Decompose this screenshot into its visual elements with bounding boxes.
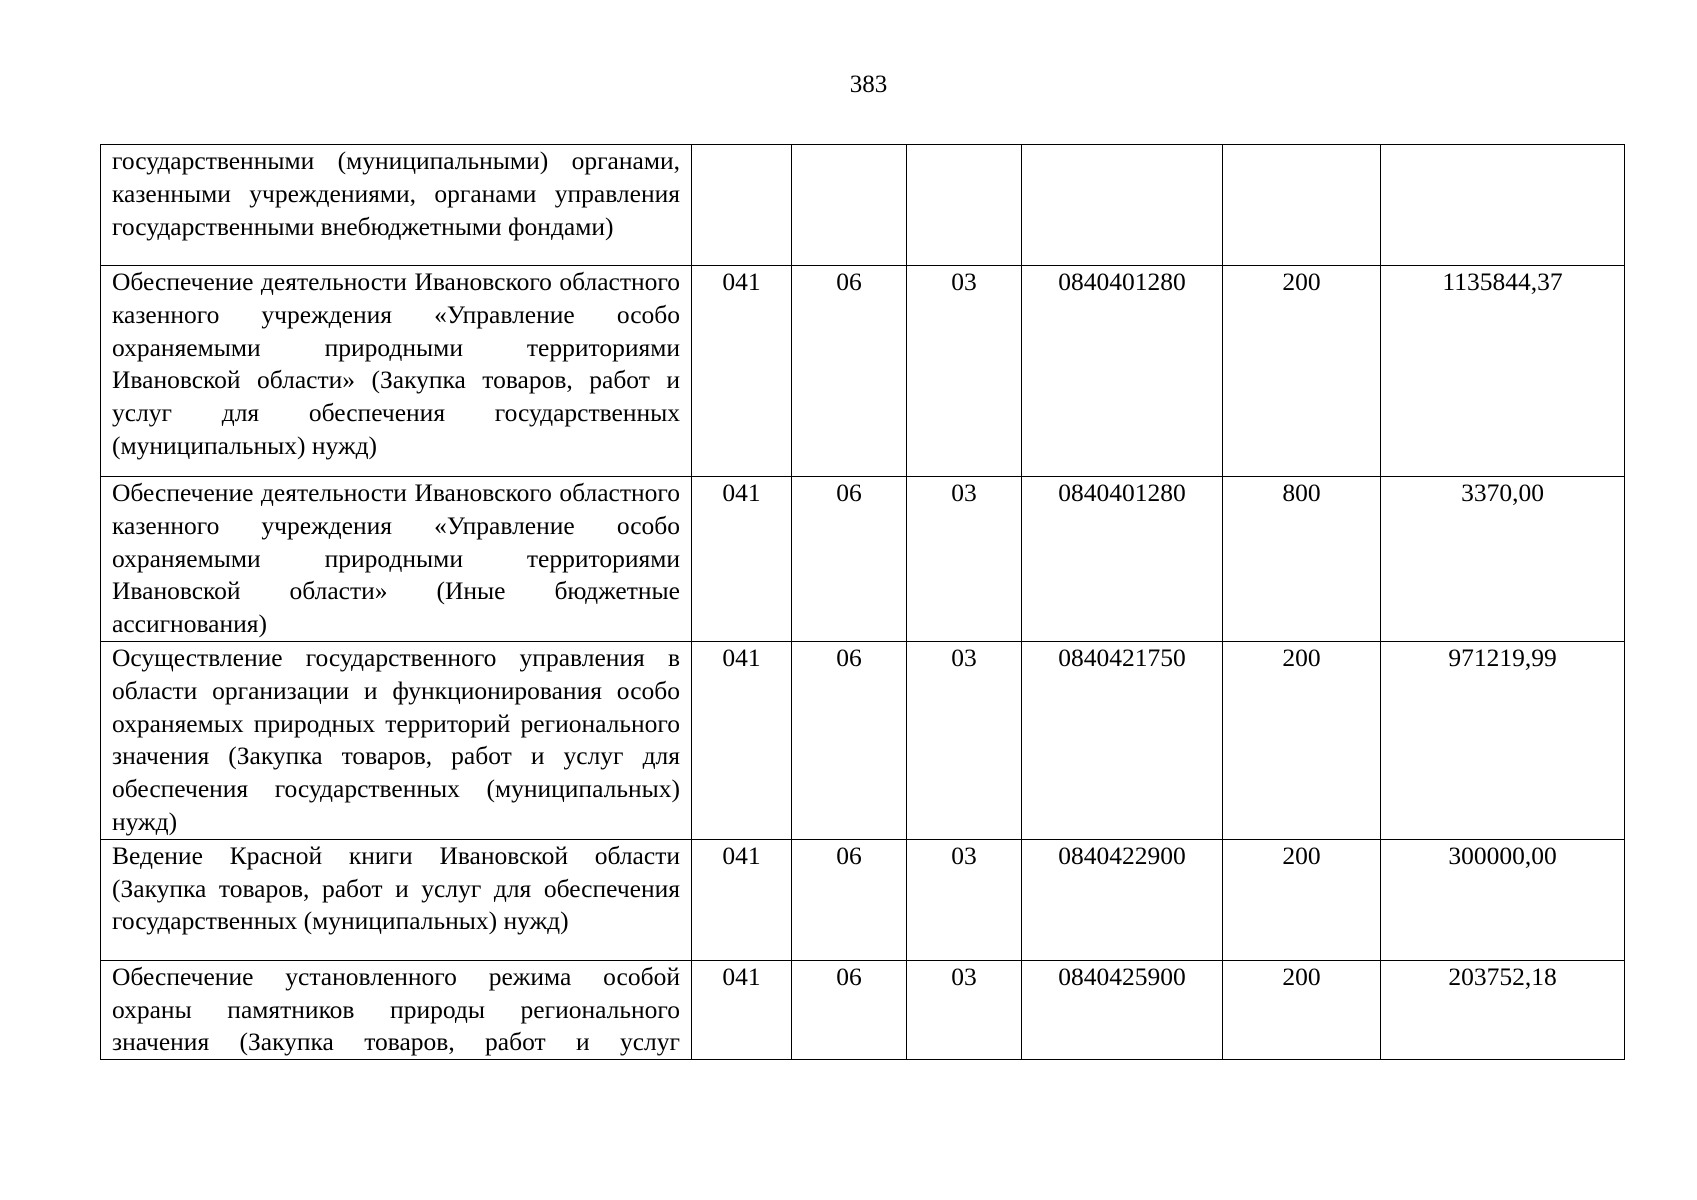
row-sum: 203752,18 — [1381, 960, 1625, 1059]
row-subsection-code: 03 — [907, 839, 1022, 960]
table-row — [101, 266, 1625, 477]
row-section-code: 06 — [792, 839, 907, 960]
table-row — [101, 477, 1625, 642]
row-sum — [1381, 145, 1625, 266]
row-gr-code: 041 — [692, 266, 792, 477]
row-sum: 3370,00 — [1381, 477, 1625, 642]
table-row — [101, 839, 1625, 960]
row-description: Осуществление государственного управления в области организации и функционирования особо охраняемых природных территорий регионального значения (Закупка товаров, работ и услуг для обеспечения государственных (муниципальных) нужд) — [101, 641, 692, 839]
row-description: Ведение Красной книги Ивановской области (Закупка товаров, работ и услуг для обеспечения государственных (муниципальных) нужд) — [101, 839, 692, 960]
row-expense-type-code: 200 — [1223, 266, 1381, 477]
row-gr-code: 041 — [692, 641, 792, 839]
row-sum: 971219,99 — [1381, 641, 1625, 839]
page-number: 383 — [849, 71, 888, 98]
row-gr-code: 041 — [692, 477, 792, 642]
table-row — [101, 641, 1625, 839]
row-target-article-code: 0840401280 — [1022, 477, 1223, 642]
row-description: Обеспечение деятельности Ивановского областного казенного учреждения «Управление особо охраняемыми природными территориями Ивановской области» (Закупка товаров, работ и услуг для обеспечения государственных (муниципальных) нужд) — [101, 266, 692, 477]
row-subsection-code: 03 — [907, 641, 1022, 839]
row-target-article-code: 0840421750 — [1022, 641, 1223, 839]
row-section-code: 06 — [792, 641, 907, 839]
row-subsection-code: 03 — [907, 960, 1022, 1059]
row-section-code: 06 — [792, 477, 907, 642]
row-expense-type-code — [1223, 145, 1381, 266]
row-section-code: 06 — [792, 266, 907, 477]
row-target-article-code: 0840401280 — [1022, 266, 1223, 477]
row-expense-type-code: 200 — [1223, 960, 1381, 1059]
row-target-article-code — [1022, 145, 1223, 266]
row-section-code — [792, 145, 907, 266]
row-expense-type-code: 200 — [1223, 839, 1381, 960]
row-expense-type-code: 200 — [1223, 641, 1381, 839]
row-target-article-code: 0840425900 — [1022, 960, 1223, 1059]
table-row — [101, 145, 1625, 266]
budget-table — [100, 144, 1625, 1060]
row-gr-code — [692, 145, 792, 266]
row-target-article-code: 0840422900 — [1022, 839, 1223, 960]
row-description: Обеспечение деятельности Ивановского областного казенного учреждения «Управление особо охраняемыми природными территориями Ивановской области» (Иные бюджетные ассигнования) — [101, 477, 692, 642]
row-subsection-code: 03 — [907, 477, 1022, 642]
row-sum: 1135844,37 — [1381, 266, 1625, 477]
row-section-code: 06 — [792, 960, 907, 1059]
row-description: Обеспечение установленного режима особой охраны памятников природы регионального значения (Закупка товаров, работ и услуг — [101, 960, 692, 1059]
row-gr-code: 041 — [692, 839, 792, 960]
row-gr-code: 041 — [692, 960, 792, 1059]
row-description: государственными (муниципальными) органами, казенными учреждениями, органами управления государственными внебюджетными фондами) — [101, 145, 692, 266]
row-sum: 300000,00 — [1381, 839, 1625, 960]
row-subsection-code: 03 — [907, 266, 1022, 477]
row-subsection-code — [907, 145, 1022, 266]
table-row — [101, 960, 1625, 1059]
row-expense-type-code: 800 — [1223, 477, 1381, 642]
